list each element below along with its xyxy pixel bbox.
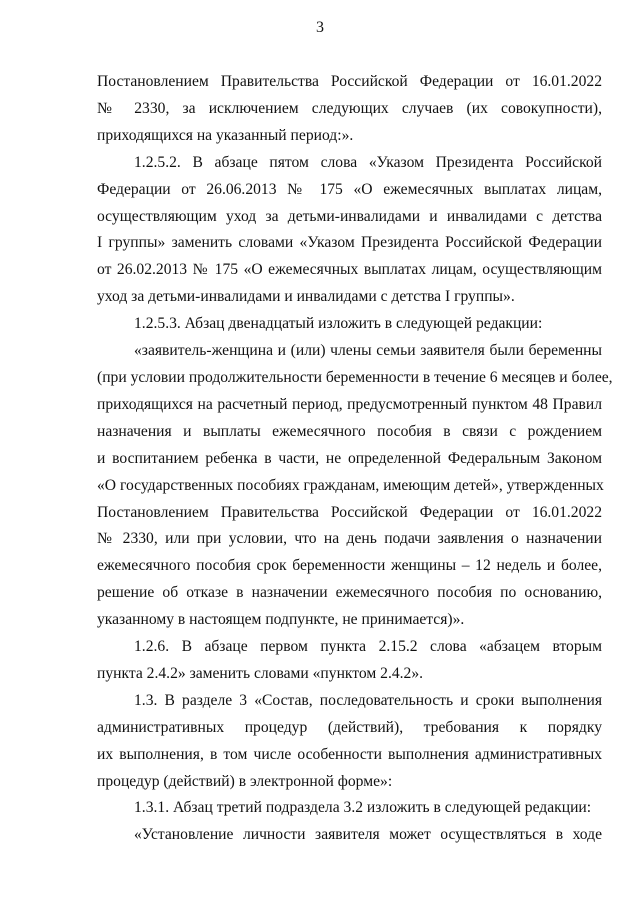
text-line: № 2330, за исключением следующих случаев (их совокупности), bbox=[97, 99, 602, 117]
text-line: пункта 2.4.2» заменить словами «пунктом 2.4.2». bbox=[97, 664, 424, 682]
paragraph bbox=[97, 69, 602, 150]
text-line: № 2330, или при условии, что на день подачи заявления о назначении bbox=[97, 530, 602, 548]
text-line: приходящихся на указанный период:». bbox=[97, 126, 354, 144]
paragraph bbox=[97, 688, 602, 796]
text-line: 1.3. В разделе 3 «Состав, последовательность и сроки выполнения bbox=[134, 691, 602, 709]
paragraph bbox=[97, 634, 602, 688]
text-line: «заявитель-женщина и (или) члены семьи заявителя были беременны bbox=[134, 342, 602, 360]
page-number: 3 bbox=[316, 19, 324, 36]
text-line: уход за детьми-инвалидами и инвалидами с детства I группы». bbox=[97, 288, 515, 306]
text-line: 1.2.6. В абзаце первом пункта 2.15.2 слова «абзацем вторым bbox=[134, 638, 602, 656]
text-line: и воспитанием ребенка в части, не определенной Федеральным Законом bbox=[97, 449, 602, 467]
text-line: Федерации от 26.06.2013 № 175 «О ежемесячных выплатах лицам, bbox=[97, 180, 602, 198]
text-line: «Установление личности заявителя может осуществляться в ходе bbox=[134, 826, 602, 844]
text-line: Постановлением Правительства Российской Федерации от 16.01.2022 bbox=[97, 503, 602, 521]
text-line: 1.2.5.3. Абзац двенадцатый изложить в следующей редакции: bbox=[134, 315, 543, 333]
text-line: назначения и выплаты ежемесячного пособия в связи с рождением bbox=[97, 422, 602, 440]
text-line: решение об отказе в назначении ежемесячного пособия по основанию, bbox=[97, 584, 602, 602]
text-line: 1.2.5.2. В абзаце пятом слова «Указом Президента Российской bbox=[134, 153, 602, 171]
text-line: (при условии продолжительности беременности в течение 6 месяцев и более, bbox=[97, 368, 613, 386]
body-text bbox=[97, 69, 613, 849]
text-line: приходящихся на расчетный период, предусмотренный пунктом 48 Правил bbox=[97, 395, 602, 413]
paragraph bbox=[97, 338, 613, 634]
text-line: указанному в настоящем подпункте, не принимается)». bbox=[97, 611, 465, 629]
paragraph bbox=[97, 311, 602, 338]
paragraph bbox=[97, 150, 602, 311]
paragraph bbox=[97, 795, 602, 822]
text-line: «О государственных пособиях гражданам, имеющим детей», утвержденных bbox=[97, 476, 604, 494]
text-line: от 26.02.2013 № 175 «О ежемесячных выплатах лицам, осуществляющим bbox=[97, 261, 602, 279]
text-line: Постановлением Правительства Российской Федерации от 16.01.2022 bbox=[97, 73, 602, 90]
text-line: административных процедур (действий), требования к порядку bbox=[97, 718, 602, 736]
text-line: ежемесячного пособия срок беременности женщины – 12 недель и более, bbox=[97, 557, 602, 575]
text-line: их выполнения, в том числе особенности выполнения административных bbox=[97, 745, 602, 763]
text-line: осуществляющим уход за детьми-инвалидами и инвалидами с детства bbox=[97, 207, 602, 225]
paragraph bbox=[97, 822, 602, 849]
text-line: процедур (действий) в электронной форме»: bbox=[97, 772, 393, 790]
text-line: 1.3.1. Абзац третий подраздела 3.2 изложить в следующей редакции: bbox=[134, 799, 592, 817]
text-line: I группы» заменить словами «Указом Президента Российской Федерации bbox=[97, 234, 602, 252]
